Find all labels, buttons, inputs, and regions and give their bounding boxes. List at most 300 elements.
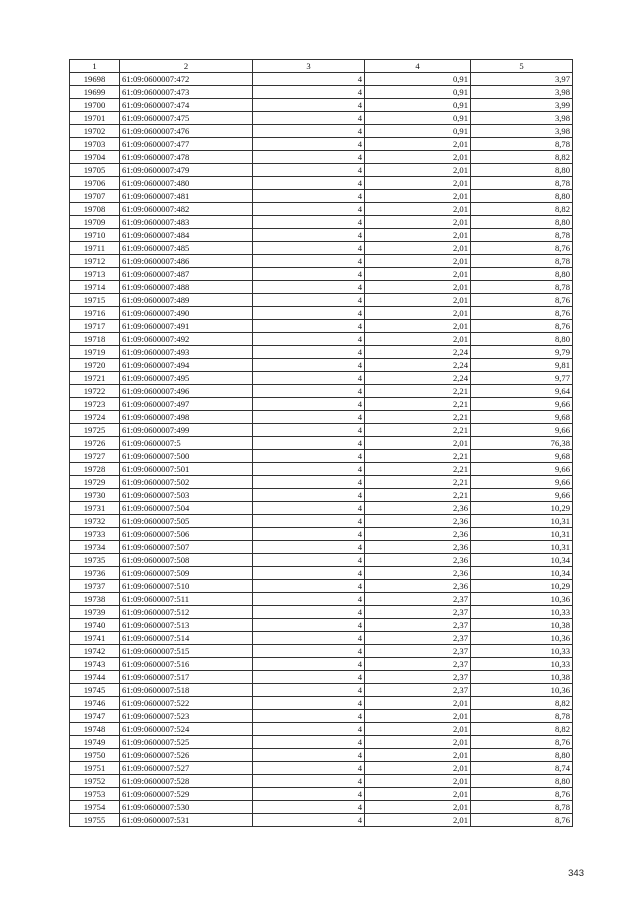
column-header-1: 1 xyxy=(70,60,120,73)
cadastral-number-cell: 61:09:0600007:525 xyxy=(120,736,253,749)
cadastral-number-cell: 61:09:0600007:496 xyxy=(120,385,253,398)
column-3-cell: 4 xyxy=(253,138,365,151)
row-number-cell: 19744 xyxy=(70,671,120,684)
column-4-cell: 0,91 xyxy=(365,73,471,86)
column-4-cell: 2,01 xyxy=(365,775,471,788)
column-4-cell: 2,36 xyxy=(365,541,471,554)
row-number-cell: 19720 xyxy=(70,359,120,372)
column-4-cell: 2,01 xyxy=(365,437,471,450)
table-row xyxy=(70,398,573,411)
row-number-cell: 19755 xyxy=(70,814,120,827)
column-5-cell: 8,76 xyxy=(471,320,573,333)
table-row xyxy=(70,450,573,463)
column-3-cell: 4 xyxy=(253,437,365,450)
column-5-cell: 8,78 xyxy=(471,710,573,723)
table-row xyxy=(70,424,573,437)
column-5-cell: 8,78 xyxy=(471,281,573,294)
column-3-cell: 4 xyxy=(253,541,365,554)
column-5-cell: 8,80 xyxy=(471,216,573,229)
column-header-5: 5 xyxy=(471,60,573,73)
table-row xyxy=(70,333,573,346)
row-number-cell: 19702 xyxy=(70,125,120,138)
column-4-cell: 2,37 xyxy=(365,671,471,684)
column-5-cell: 8,76 xyxy=(471,307,573,320)
column-4-cell: 0,91 xyxy=(365,112,471,125)
table-row xyxy=(70,359,573,372)
column-4-cell: 2,24 xyxy=(365,346,471,359)
column-5-cell: 10,31 xyxy=(471,515,573,528)
table-row xyxy=(70,255,573,268)
cadastral-number-cell: 61:09:0600007:517 xyxy=(120,671,253,684)
cadastral-number-cell: 61:09:0600007:505 xyxy=(120,515,253,528)
column-5-cell: 8,82 xyxy=(471,697,573,710)
row-number-cell: 19726 xyxy=(70,437,120,450)
column-3-cell: 4 xyxy=(253,710,365,723)
table-row xyxy=(70,99,573,112)
column-3-cell: 4 xyxy=(253,801,365,814)
cadastral-number-cell: 61:09:0600007:495 xyxy=(120,372,253,385)
table-row xyxy=(70,710,573,723)
column-5-cell: 9,66 xyxy=(471,476,573,489)
cadastral-number-cell: 61:09:0600007:491 xyxy=(120,320,253,333)
column-4-cell: 2,01 xyxy=(365,138,471,151)
row-number-cell: 19709 xyxy=(70,216,120,229)
cadastral-number-cell: 61:09:0600007:500 xyxy=(120,450,253,463)
column-5-cell: 9,68 xyxy=(471,411,573,424)
column-5-cell: 8,80 xyxy=(471,164,573,177)
column-5-cell: 10,31 xyxy=(471,541,573,554)
table-row xyxy=(70,606,573,619)
row-number-cell: 19708 xyxy=(70,203,120,216)
column-4-cell: 2,36 xyxy=(365,515,471,528)
row-number-cell: 19717 xyxy=(70,320,120,333)
row-number-cell: 19734 xyxy=(70,541,120,554)
table-row xyxy=(70,541,573,554)
row-number-cell: 19746 xyxy=(70,697,120,710)
column-3-cell: 4 xyxy=(253,229,365,242)
row-number-cell: 19704 xyxy=(70,151,120,164)
column-5-cell: 8,76 xyxy=(471,242,573,255)
row-number-cell: 19745 xyxy=(70,684,120,697)
column-4-cell: 2,01 xyxy=(365,723,471,736)
table-row xyxy=(70,112,573,125)
table-row xyxy=(70,788,573,801)
column-3-cell: 4 xyxy=(253,762,365,775)
table-row xyxy=(70,489,573,502)
column-4-cell: 2,01 xyxy=(365,216,471,229)
row-number-cell: 19740 xyxy=(70,619,120,632)
row-number-cell: 19752 xyxy=(70,775,120,788)
table-row xyxy=(70,320,573,333)
table-row xyxy=(70,164,573,177)
column-4-cell: 2,37 xyxy=(365,619,471,632)
column-3-cell: 4 xyxy=(253,697,365,710)
column-5-cell: 8,82 xyxy=(471,723,573,736)
table-row xyxy=(70,814,573,827)
row-number-cell: 19730 xyxy=(70,489,120,502)
cadastral-number-cell: 61:09:0600007:511 xyxy=(120,593,253,606)
column-5-cell: 8,82 xyxy=(471,203,573,216)
cadastral-number-cell: 61:09:0600007:509 xyxy=(120,567,253,580)
column-3-cell: 4 xyxy=(253,216,365,229)
column-5-cell: 9,66 xyxy=(471,489,573,502)
table-row xyxy=(70,177,573,190)
row-number-cell: 19700 xyxy=(70,99,120,112)
row-number-cell: 19732 xyxy=(70,515,120,528)
table-row xyxy=(70,502,573,515)
column-5-cell: 8,76 xyxy=(471,788,573,801)
column-5-cell: 8,78 xyxy=(471,177,573,190)
column-3-cell: 4 xyxy=(253,606,365,619)
column-5-cell: 9,66 xyxy=(471,424,573,437)
row-number-cell: 19718 xyxy=(70,333,120,346)
table-row xyxy=(70,762,573,775)
column-5-cell: 9,77 xyxy=(471,372,573,385)
column-5-cell: 8,80 xyxy=(471,749,573,762)
table-row xyxy=(70,697,573,710)
column-4-cell: 2,01 xyxy=(365,164,471,177)
column-4-cell: 2,21 xyxy=(365,385,471,398)
table-row xyxy=(70,385,573,398)
column-3-cell: 4 xyxy=(253,320,365,333)
table-row xyxy=(70,229,573,242)
column-3-cell: 4 xyxy=(253,489,365,502)
cadastral-number-cell: 61:09:0600007:503 xyxy=(120,489,253,502)
column-5-cell: 10,29 xyxy=(471,502,573,515)
row-number-cell: 19722 xyxy=(70,385,120,398)
row-number-cell: 19751 xyxy=(70,762,120,775)
row-number-cell: 19727 xyxy=(70,450,120,463)
column-4-cell: 2,37 xyxy=(365,684,471,697)
row-number-cell: 19714 xyxy=(70,281,120,294)
column-4-cell: 2,01 xyxy=(365,242,471,255)
column-3-cell: 4 xyxy=(253,645,365,658)
table-row xyxy=(70,476,573,489)
column-5-cell: 8,76 xyxy=(471,736,573,749)
column-4-cell: 2,21 xyxy=(365,489,471,502)
table-row xyxy=(70,294,573,307)
column-4-cell: 2,24 xyxy=(365,359,471,372)
column-4-cell: 2,37 xyxy=(365,632,471,645)
column-3-cell: 4 xyxy=(253,671,365,684)
cadastral-number-cell: 61:09:0600007:502 xyxy=(120,476,253,489)
column-5-cell: 10,29 xyxy=(471,580,573,593)
row-number-cell: 19735 xyxy=(70,554,120,567)
cadastral-number-cell: 61:09:0600007:486 xyxy=(120,255,253,268)
row-number-cell: 19743 xyxy=(70,658,120,671)
row-number-cell: 19706 xyxy=(70,177,120,190)
row-number-cell: 19705 xyxy=(70,164,120,177)
table-row xyxy=(70,671,573,684)
row-number-cell: 19723 xyxy=(70,398,120,411)
cadastral-number-cell: 61:09:0600007:478 xyxy=(120,151,253,164)
table-row xyxy=(70,73,573,86)
column-5-cell: 9,68 xyxy=(471,450,573,463)
cadastral-number-cell: 61:09:0600007:497 xyxy=(120,398,253,411)
row-number-cell: 19701 xyxy=(70,112,120,125)
table-row xyxy=(70,580,573,593)
cadastral-number-cell: 61:09:0600007:489 xyxy=(120,294,253,307)
table-row xyxy=(70,437,573,450)
cadastral-number-cell: 61:09:0600007:5 xyxy=(120,437,253,450)
column-3-cell: 4 xyxy=(253,736,365,749)
column-5-cell: 8,80 xyxy=(471,190,573,203)
column-5-cell: 10,36 xyxy=(471,684,573,697)
column-5-cell: 8,80 xyxy=(471,333,573,346)
column-5-cell: 8,78 xyxy=(471,138,573,151)
row-number-cell: 19711 xyxy=(70,242,120,255)
row-number-cell: 19698 xyxy=(70,73,120,86)
cadastral-number-cell: 61:09:0600007:490 xyxy=(120,307,253,320)
column-4-cell: 2,36 xyxy=(365,554,471,567)
cadastral-number-cell: 61:09:0600007:492 xyxy=(120,333,253,346)
column-5-cell: 10,36 xyxy=(471,632,573,645)
column-4-cell: 2,01 xyxy=(365,736,471,749)
table-row xyxy=(70,86,573,99)
column-5-cell: 9,81 xyxy=(471,359,573,372)
column-3-cell: 4 xyxy=(253,632,365,645)
table-row xyxy=(70,736,573,749)
column-3-cell: 4 xyxy=(253,385,365,398)
cadastral-number-cell: 61:09:0600007:477 xyxy=(120,138,253,151)
row-number-cell: 19750 xyxy=(70,749,120,762)
column-5-cell: 9,66 xyxy=(471,398,573,411)
column-4-cell: 2,01 xyxy=(365,203,471,216)
cadastral-number-cell: 61:09:0600007:531 xyxy=(120,814,253,827)
row-number-cell: 19737 xyxy=(70,580,120,593)
column-4-cell: 2,36 xyxy=(365,502,471,515)
column-3-cell: 4 xyxy=(253,788,365,801)
column-header-2: 2 xyxy=(120,60,253,73)
column-3-cell: 4 xyxy=(253,528,365,541)
column-3-cell: 4 xyxy=(253,346,365,359)
cadastral-number-cell: 61:09:0600007:512 xyxy=(120,606,253,619)
column-3-cell: 4 xyxy=(253,177,365,190)
data-table xyxy=(69,59,573,827)
column-3-cell: 4 xyxy=(253,684,365,697)
column-5-cell: 8,78 xyxy=(471,255,573,268)
column-5-cell: 10,33 xyxy=(471,645,573,658)
column-header-4: 4 xyxy=(365,60,471,73)
cadastral-number-cell: 61:09:0600007:526 xyxy=(120,749,253,762)
column-5-cell: 8,80 xyxy=(471,268,573,281)
row-number-cell: 19733 xyxy=(70,528,120,541)
column-3-cell: 4 xyxy=(253,424,365,437)
table-row xyxy=(70,775,573,788)
cadastral-number-cell: 61:09:0600007:476 xyxy=(120,125,253,138)
row-number-cell: 19736 xyxy=(70,567,120,580)
cadastral-number-cell: 61:09:0600007:473 xyxy=(120,86,253,99)
table-header-row xyxy=(70,60,573,73)
column-3-cell: 4 xyxy=(253,554,365,567)
row-number-cell: 19715 xyxy=(70,294,120,307)
row-number-cell: 19725 xyxy=(70,424,120,437)
cadastral-number-cell: 61:09:0600007:474 xyxy=(120,99,253,112)
column-4-cell: 2,01 xyxy=(365,333,471,346)
row-number-cell: 19724 xyxy=(70,411,120,424)
column-5-cell: 9,79 xyxy=(471,346,573,359)
column-5-cell: 8,78 xyxy=(471,229,573,242)
column-3-cell: 4 xyxy=(253,814,365,827)
column-3-cell: 4 xyxy=(253,775,365,788)
row-number-cell: 19710 xyxy=(70,229,120,242)
cadastral-number-cell: 61:09:0600007:493 xyxy=(120,346,253,359)
row-number-cell: 19721 xyxy=(70,372,120,385)
cadastral-number-cell: 61:09:0600007:494 xyxy=(120,359,253,372)
column-3-cell: 4 xyxy=(253,372,365,385)
cadastral-number-cell: 61:09:0600007:475 xyxy=(120,112,253,125)
row-number-cell: 19728 xyxy=(70,463,120,476)
table-row xyxy=(70,593,573,606)
column-4-cell: 2,01 xyxy=(365,320,471,333)
cadastral-number-cell: 61:09:0600007:518 xyxy=(120,684,253,697)
column-3-cell: 4 xyxy=(253,463,365,476)
table-row xyxy=(70,554,573,567)
column-4-cell: 2,21 xyxy=(365,411,471,424)
cadastral-number-cell: 61:09:0600007:510 xyxy=(120,580,253,593)
column-4-cell: 2,24 xyxy=(365,372,471,385)
table-body xyxy=(70,73,573,827)
cadastral-number-cell: 61:09:0600007:484 xyxy=(120,229,253,242)
column-4-cell: 2,36 xyxy=(365,580,471,593)
column-4-cell: 2,21 xyxy=(365,424,471,437)
column-4-cell: 2,01 xyxy=(365,177,471,190)
column-5-cell: 10,38 xyxy=(471,619,573,632)
column-4-cell: 2,01 xyxy=(365,814,471,827)
column-4-cell: 2,37 xyxy=(365,645,471,658)
table-row xyxy=(70,684,573,697)
row-number-cell: 19742 xyxy=(70,645,120,658)
table-row xyxy=(70,619,573,632)
column-4-cell: 0,91 xyxy=(365,99,471,112)
column-3-cell: 4 xyxy=(253,723,365,736)
column-3-cell: 4 xyxy=(253,593,365,606)
column-3-cell: 4 xyxy=(253,567,365,580)
cadastral-number-cell: 61:09:0600007:501 xyxy=(120,463,253,476)
column-4-cell: 2,21 xyxy=(365,398,471,411)
column-3-cell: 4 xyxy=(253,190,365,203)
column-5-cell: 3,98 xyxy=(471,112,573,125)
column-3-cell: 4 xyxy=(253,112,365,125)
column-4-cell: 2,01 xyxy=(365,294,471,307)
column-3-cell: 4 xyxy=(253,86,365,99)
column-5-cell: 10,34 xyxy=(471,554,573,567)
column-3-cell: 4 xyxy=(253,151,365,164)
column-5-cell: 8,76 xyxy=(471,814,573,827)
table-row xyxy=(70,307,573,320)
row-number-cell: 19754 xyxy=(70,801,120,814)
cadastral-number-cell: 61:09:0600007:498 xyxy=(120,411,253,424)
column-5-cell: 8,76 xyxy=(471,294,573,307)
cadastral-number-cell: 61:09:0600007:504 xyxy=(120,502,253,515)
column-4-cell: 2,01 xyxy=(365,307,471,320)
cadastral-number-cell: 61:09:0600007:516 xyxy=(120,658,253,671)
cadastral-number-cell: 61:09:0600007:483 xyxy=(120,216,253,229)
column-3-cell: 4 xyxy=(253,398,365,411)
table-row xyxy=(70,749,573,762)
row-number-cell: 19712 xyxy=(70,255,120,268)
column-4-cell: 2,37 xyxy=(365,593,471,606)
column-5-cell: 8,78 xyxy=(471,801,573,814)
table-row xyxy=(70,515,573,528)
column-4-cell: 2,37 xyxy=(365,606,471,619)
cadastral-number-cell: 61:09:0600007:508 xyxy=(120,554,253,567)
column-5-cell: 10,33 xyxy=(471,606,573,619)
row-number-cell: 19713 xyxy=(70,268,120,281)
column-4-cell: 2,21 xyxy=(365,463,471,476)
column-4-cell: 2,01 xyxy=(365,710,471,723)
cadastral-number-cell: 61:09:0600007:472 xyxy=(120,73,253,86)
table-row xyxy=(70,216,573,229)
table-row xyxy=(70,372,573,385)
column-4-cell: 2,21 xyxy=(365,450,471,463)
column-5-cell: 9,64 xyxy=(471,385,573,398)
column-4-cell: 2,01 xyxy=(365,190,471,203)
cadastral-number-cell: 61:09:0600007:481 xyxy=(120,190,253,203)
column-5-cell: 10,33 xyxy=(471,658,573,671)
column-4-cell: 2,01 xyxy=(365,255,471,268)
column-4-cell: 2,37 xyxy=(365,658,471,671)
table-row xyxy=(70,645,573,658)
row-number-cell: 19716 xyxy=(70,307,120,320)
row-number-cell: 19749 xyxy=(70,736,120,749)
cadastral-number-cell: 61:09:0600007:524 xyxy=(120,723,253,736)
row-number-cell: 19738 xyxy=(70,593,120,606)
column-4-cell: 2,01 xyxy=(365,229,471,242)
cadastral-number-cell: 61:09:0600007:485 xyxy=(120,242,253,255)
cadastral-number-cell: 61:09:0600007:482 xyxy=(120,203,253,216)
column-3-cell: 4 xyxy=(253,515,365,528)
column-5-cell: 10,36 xyxy=(471,593,573,606)
column-3-cell: 4 xyxy=(253,268,365,281)
column-5-cell: 3,97 xyxy=(471,73,573,86)
column-3-cell: 4 xyxy=(253,99,365,112)
table-row xyxy=(70,632,573,645)
column-4-cell: 2,01 xyxy=(365,762,471,775)
column-3-cell: 4 xyxy=(253,502,365,515)
column-3-cell: 4 xyxy=(253,294,365,307)
cadastral-number-cell: 61:09:0600007:507 xyxy=(120,541,253,554)
column-3-cell: 4 xyxy=(253,164,365,177)
column-5-cell: 9,66 xyxy=(471,463,573,476)
cadastral-number-cell: 61:09:0600007:515 xyxy=(120,645,253,658)
table-row xyxy=(70,567,573,580)
column-4-cell: 2,36 xyxy=(365,567,471,580)
column-5-cell: 10,31 xyxy=(471,528,573,541)
column-3-cell: 4 xyxy=(253,255,365,268)
column-4-cell: 2,01 xyxy=(365,801,471,814)
row-number-cell: 19729 xyxy=(70,476,120,489)
row-number-cell: 19731 xyxy=(70,502,120,515)
cadastral-number-cell: 61:09:0600007:530 xyxy=(120,801,253,814)
table-row xyxy=(70,268,573,281)
column-3-cell: 4 xyxy=(253,125,365,138)
column-4-cell: 2,01 xyxy=(365,697,471,710)
column-4-cell: 2,01 xyxy=(365,749,471,762)
cadastral-number-cell: 61:09:0600007:528 xyxy=(120,775,253,788)
column-4-cell: 0,91 xyxy=(365,125,471,138)
column-4-cell: 2,01 xyxy=(365,268,471,281)
table-row xyxy=(70,281,573,294)
column-5-cell: 3,99 xyxy=(471,99,573,112)
cadastral-number-cell: 61:09:0600007:499 xyxy=(120,424,253,437)
cadastral-number-cell: 61:09:0600007:487 xyxy=(120,268,253,281)
table-row xyxy=(70,528,573,541)
row-number-cell: 19699 xyxy=(70,86,120,99)
column-4-cell: 0,91 xyxy=(365,86,471,99)
column-5-cell: 3,98 xyxy=(471,86,573,99)
cadastral-number-cell: 61:09:0600007:523 xyxy=(120,710,253,723)
